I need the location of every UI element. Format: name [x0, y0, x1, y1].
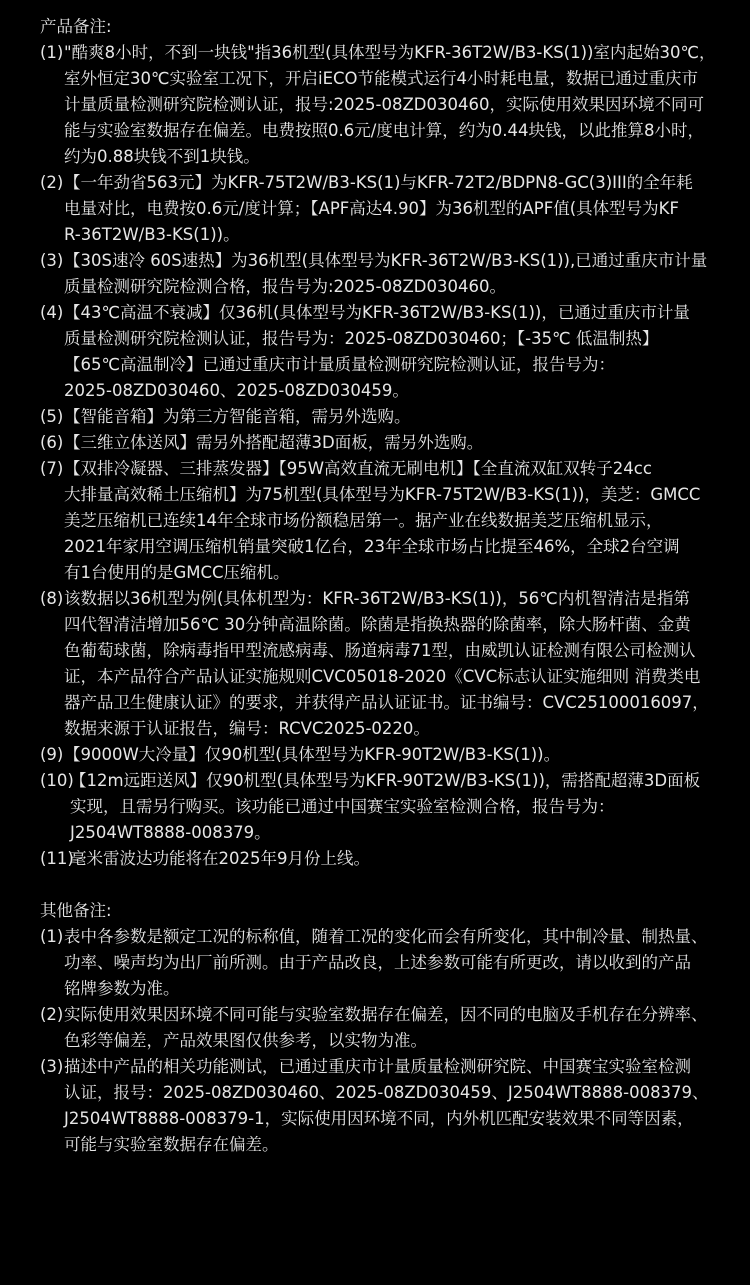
product-note-5 [40, 404, 730, 430]
note-number: (6) [40, 433, 64, 452]
other-notes-title: 其他备注: [40, 901, 112, 920]
note-number: (1) [40, 43, 64, 62]
other-note-2 [40, 1002, 730, 1054]
note-text: 该数据以36机型为例(具体机型为：KFR-36T2W/B3-KS(1))，56℃内机智清洁是指第 四代智清洁增加56℃ 30分钟高温除菌。除菌是指换热器的除菌率，除大肠杆菌、金黄 色葡萄球菌，除病毒指甲型流感病毒、肠道病毒71型，由威凯认证检测有限公司检测认 证，本产品符合产品认证实施规则CVC05018-2020《CVC标志认证实施细则 消费类电 器产品卫生健康认证》的要求，并获得产品认证证书。证书编号：CVC25100016097， 数据来源于认证报告，编号：RCVC2025-0220。 [64, 589, 709, 738]
note-number: (3) [40, 251, 64, 270]
product-note-10 [40, 768, 730, 846]
note-number: (11) [40, 849, 74, 868]
note-text: "酷爽8小时，不到一块钱"指36机型(具体型号为KFR-36T2W/B3-KS(1))室内起始30℃， 室外恒定30℃实验室工况下，开启iECO节能模式运行4小时耗电量，数据已通过重庆市 计量质量检测研究院检测认证，报号:2025-08ZD030460，实际使用效果因环境不同可 能与实验室数据存在偏差。电费按照0.6元/度电计算，约为0.44块钱，以此推算8小时， 约为0.88块钱不到1块钱。 [64, 43, 716, 166]
note-number: (4) [40, 303, 64, 322]
note-number: (10) [40, 771, 74, 790]
note-number: (7) [40, 459, 64, 478]
note-number: (8) [40, 589, 64, 608]
note-number: (1) [40, 927, 64, 946]
notes-document [40, 14, 730, 1158]
note-text: 【三维立体送风】需另外搭配超薄3D面板，需另外选购。 [64, 433, 484, 452]
note-text: 实际使用效果因环境不同可能与实验室数据存在偏差，因不同的电脑及手机存在分辨率、 色彩等偏差，产品效果图仅供参考，以实物为准。 [64, 1005, 708, 1050]
product-note-9 [40, 742, 730, 768]
product-note-4 [40, 300, 730, 404]
note-text: 【43℃高温不衰减】仅36机(具体型号为KFR-36T2W/B3-KS(1))，已通过重庆市计量 质量检测研究院检测认证，报告号为：2025-08ZD030460；【-35℃ 低温制热】 【65℃高温制冷】已通过重庆市计量质量检测研究院检测认证，报告号为： 2025-08ZD030460、2025-08ZD030459。 [64, 303, 690, 400]
note-text: 【12m远距送风】仅90机型(具体型号为KFR-90T2W/B3-KS(1))，需搭配超薄3D面板 实现，且需另行购买。该功能已通过中国赛宝实验室检测合格，报告号为： J2504WT8888-008379。 [70, 771, 701, 842]
note-text: 表中各参数是额定工况的标称值，随着工况的变化而会有所变化，其中制冷量、制热量、 功率、噪声均为出厂前所测。由于产品改良，上述参数可能有所更改，请以收到的产品 铭牌参数为准。 [64, 927, 708, 998]
product-notes-title: 产品备注: [40, 17, 112, 36]
note-number: (3) [40, 1057, 64, 1076]
product-note-8 [40, 586, 730, 742]
note-number: (5) [40, 407, 64, 426]
note-text: 【一年劲省563元】为KFR-75T2W/B3-KS(1)与KFR-72T2/BDPN8-GC(3)III的全年耗 电量对比，电费按0.6元/度计算；【APF高达4.90】为36机型的APF值(具体型号为KF R-36T2W/B3-KS(1))。 [64, 173, 693, 244]
section-spacer [40, 872, 730, 898]
note-text: 【智能音箱】为第三方智能音箱，需另外选购。 [64, 407, 411, 426]
note-text: 【30S速冷 60S速热】为36机型(具体型号为KFR-36T2W/B3-KS(1)),已通过重庆市计量 质量检测研究院检测合格，报告号为:2025-08ZD030460。 [64, 251, 708, 296]
product-note-3 [40, 248, 730, 300]
note-number: (2) [40, 1005, 64, 1024]
other-note-3 [40, 1054, 730, 1158]
note-text: 毫米雷波达功能将在2025年9月份上线。 [70, 849, 370, 868]
note-text: 【双排冷凝器、三排蒸发器】【95W高效直流无刷电机】【全直流双缸双转子24cc 大排量高效稀土压缩机】为75机型(具体型号为KFR-75T2W/B3-KS(1))，美芝：GMCC 美芝压缩机已连续14年全球市场份额稳居第一。据产业在线数据美芝压缩机显示， 2021年家用空调压缩机销量突破1亿台，23年全球市场占比提至46%，全球2台空调 有1台使用的是GMCC压缩机。 [64, 459, 701, 582]
product-note-6 [40, 430, 730, 456]
note-number: (2) [40, 173, 64, 192]
product-note-2 [40, 170, 730, 248]
other-note-1 [40, 924, 730, 1002]
product-note-7 [40, 456, 730, 586]
note-number: (9) [40, 745, 64, 764]
product-note-11 [40, 846, 730, 872]
note-text: 【9000W大冷量】仅90机型(具体型号为KFR-90T2W/B3-KS(1))。 [64, 745, 561, 764]
product-note-1 [40, 40, 730, 170]
note-text: 描述中产品的相关功能测试，已通过重庆市计量质量检测研究院、中国赛宝实验室检测 认证，报号：2025-08ZD030460、2025-08ZD030459、J2504WT8888-008379、 J2504WT8888-008379-1，实际使用因环境不同，内外机匹配安装效果不同等因素， 可能与实验室数据存在偏差。 [64, 1057, 709, 1154]
